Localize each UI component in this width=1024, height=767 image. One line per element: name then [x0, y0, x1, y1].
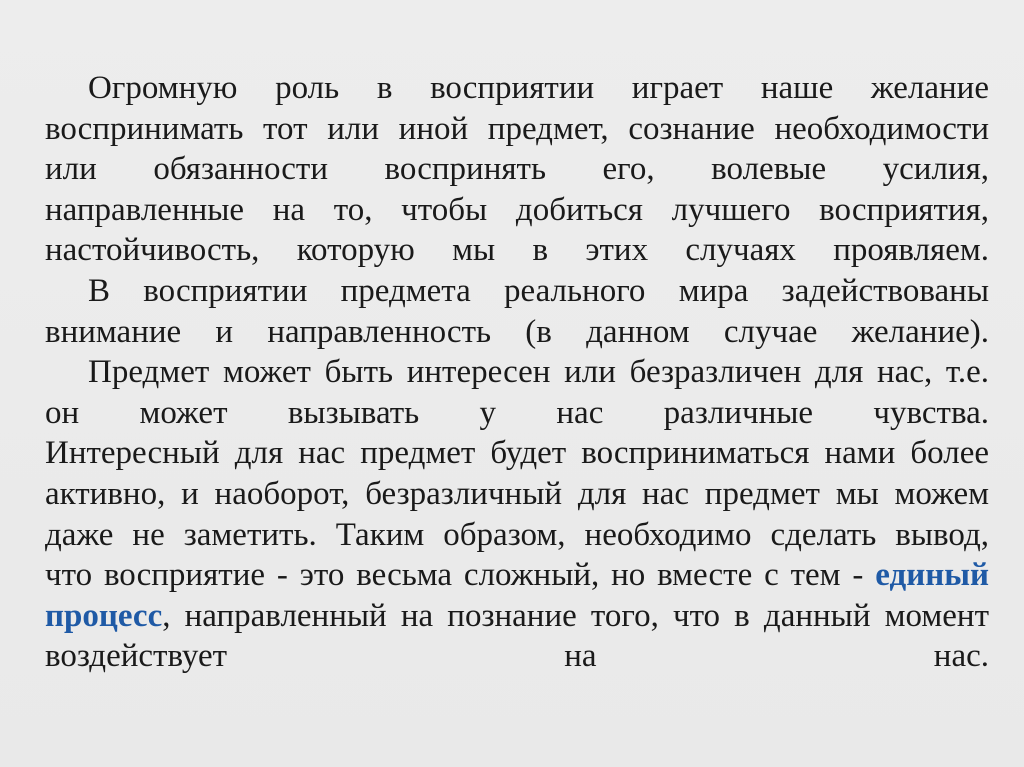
text-segment: , направленный на познание того, что в данный момент — [162, 597, 989, 634]
text-line: настойчивость, которую мы в этих случаях проявляем. — [45, 232, 989, 269]
text-line-with-emphasis — [45, 596, 989, 637]
text-line: Предмет может быть интересен или безразличен для нас, т.е. — [88, 354, 989, 391]
text-segment: что восприятие - это весьма сложный, но вместе с тем - — [45, 557, 864, 594]
body-text — [45, 68, 989, 677]
text-line: он может вызывать у нас различные чувства. — [45, 394, 989, 431]
text-line: Интересный для нас предмет будет восприниматься нами более — [45, 435, 989, 472]
emphasized-term: единый — [875, 557, 990, 594]
text-line: активно, и наоборот, безразличный для нас предмет мы можем — [45, 475, 989, 512]
text-line: Огромную роль в восприятии играет наше желание — [88, 70, 989, 106]
text-line: направленные на то, чтобы добиться лучшего восприятия, — [45, 191, 989, 228]
text-line: или обязанности воспринять его, волевые усилия, — [45, 151, 989, 188]
text-line: даже не заметить. Таким образом, необходимо сделать вывод, — [45, 516, 989, 553]
text-line: внимание и направленность (в данном случае желание). — [45, 313, 989, 350]
emphasized-term: процесс — [45, 597, 163, 634]
text-line: В восприятии предмета реального мира задействованы — [88, 272, 989, 309]
text-line: воздействует на нас. — [45, 638, 989, 675]
text-line-with-emphasis — [45, 555, 989, 596]
text-line: воспринимать тот или иной предмет, сознание необходимости — [45, 110, 989, 147]
